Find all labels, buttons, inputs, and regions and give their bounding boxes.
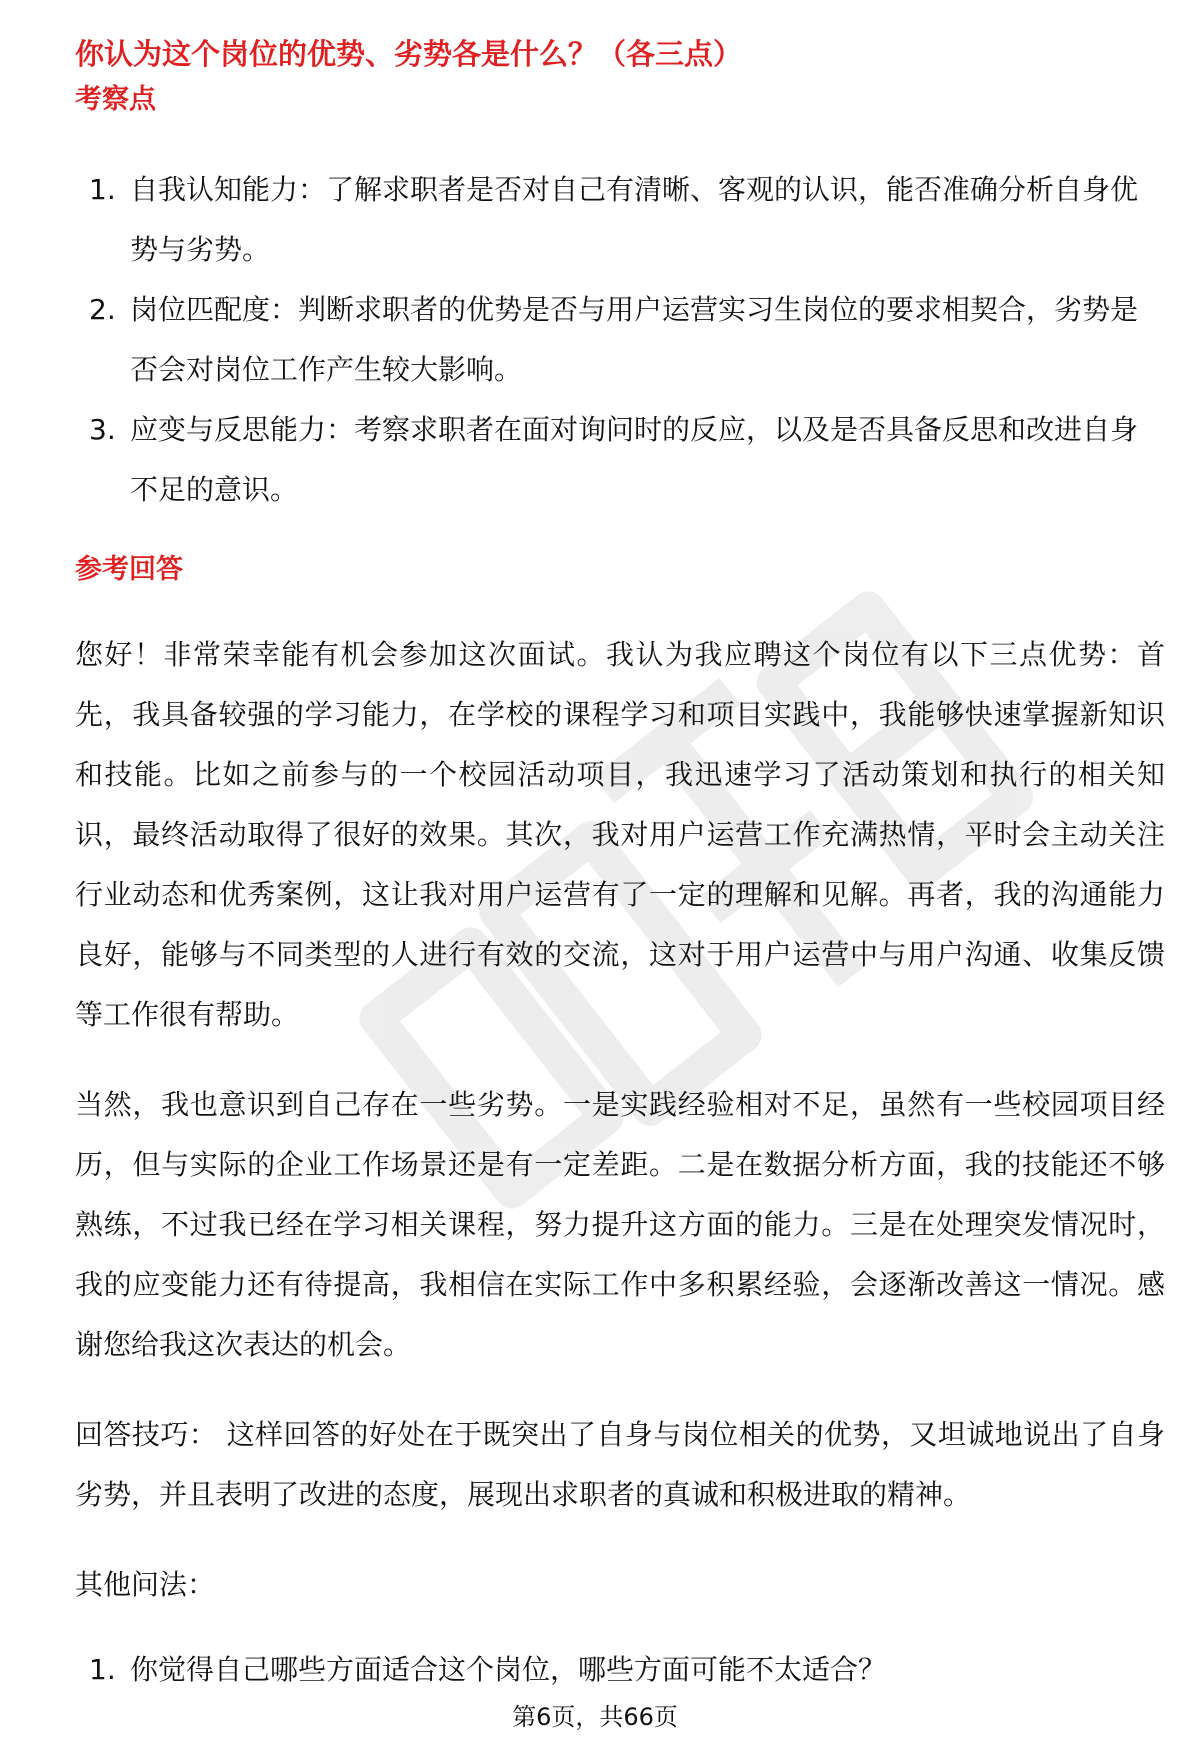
cutoff-question-heading: 你认为这个岗位的优势、劣势各是什么？（各三点） (75, 37, 743, 71)
list-item: 1. 自我认知能力：了解求职者是否对自己有清晰、客观的认识，能否准确分析自身优势与劣势。 (89, 173, 1139, 266)
answer-paragraph-2: 当然，我也意识到自己存在一些劣势。一是实践经验相对不足，虽然有一些校园项目经历，但与实际的企业工作场景还是有一定差距。二是在数据分析方面，我的技能还不够熟练，不过我已经在学习相关课程，努力提升这方面的能力。三是在处理突发情况时，我的应变能力还有待提高，我相信在实际工作中多积累经验，会逐渐改善这一情况。感谢您给我这次表达的机会。 (75, 1088, 1165, 1361)
other-question-text: 你觉得自己哪些方面适合这个岗位，哪些方面可能不太适合？ (130, 1653, 887, 1686)
points-list (75, 160, 1165, 520)
point-text: 岗位匹配度：判断求职者的优势是否与用户运营实习生岗位的要求相契合，劣势是否会对岗位工作产生较大影响。 (130, 293, 1139, 386)
point-text: 自我认知能力：了解求职者是否对自己有清晰、客观的认识，能否准确分析自身优势与劣势。 (130, 173, 1139, 266)
answer-section-title: 参考回答 (75, 554, 183, 585)
points-section-title: 考察点 (75, 84, 156, 115)
list-item: 2. 岗位匹配度：判断求职者的优势是否与用户运营实习生岗位的要求相契合，劣势是否会对岗位工作产生较大影响。 (89, 293, 1139, 386)
page-footer: 第6页，共66页 (512, 1703, 678, 1731)
answer-tips: 回答技巧： 这样回答的好处在于既突出了自身与岗位相关的优势，又坦诚地说出了自身劣势，并且表明了改进的态度，展现出求职者的真诚和积极进取的精神。 (75, 1418, 1165, 1511)
answer-paragraph-1: 您好！非常荣幸能有机会参加这次面试。我认为我应聘这个岗位有以下三点优势：首先，我具备较强的学习能力，在学校的课程学习和项目实践中，我能够快速掌握新知识和技能。比如之前参与的一个校园活动项目，我迅速学习了活动策划和执行的相关知识，最终活动取得了很好的效果。其次，我对用户运营工作充满热情，平时会主动关注行业动态和优秀案例，这让我对用户运营有了一定的理解和见解。再者，我的沟通能力良好，能够与不同类型的人进行有效的交流，这对于用户运营中与用户沟通、收集反馈等工作很有帮助。 (75, 638, 1165, 1031)
point-text: 应变与反思能力：考察求职者在面对询问时的反应，以及是否具备反思和改进自身不足的意识。 (130, 413, 1139, 506)
other-questions-label: 其他问法： (75, 1568, 216, 1601)
other-questions-list (75, 1640, 1165, 1700)
list-item: 1. 你觉得自己哪些方面适合这个岗位，哪些方面可能不太适合？ (89, 1653, 887, 1686)
list-item: 3. 应变与反思能力：考察求职者在面对询问时的反应，以及是否具备反思和改进自身不足的意识。 (89, 413, 1139, 506)
